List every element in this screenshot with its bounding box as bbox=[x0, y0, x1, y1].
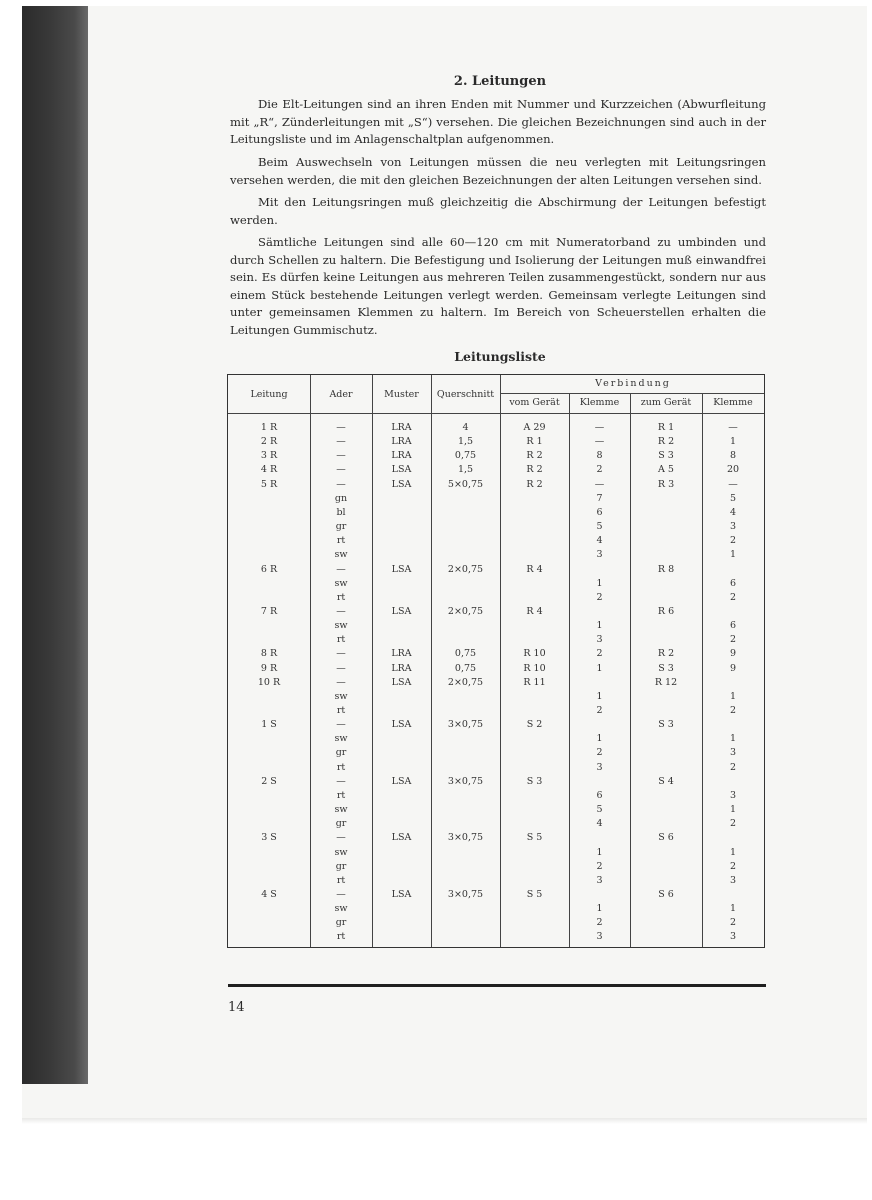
cell-leitung: 3 R bbox=[260, 450, 278, 462]
cell-ader: gr bbox=[335, 818, 347, 830]
cell-ader: gr bbox=[335, 860, 347, 872]
header-querschnitt: Querschnitt bbox=[436, 389, 495, 400]
cell-querschnitt: 0,75 bbox=[454, 648, 477, 660]
wiring-table bbox=[227, 374, 765, 948]
cell-ader: rt bbox=[336, 789, 346, 801]
cell-ader: — bbox=[336, 436, 346, 448]
cell-klemme-2: 1 bbox=[729, 903, 737, 915]
cell-klemme-2: 2 bbox=[729, 860, 737, 872]
section-title: 2. Leitungen bbox=[453, 74, 547, 89]
cell-vom-geraet: R 2 bbox=[526, 478, 543, 490]
cell-muster: LRA bbox=[391, 436, 412, 448]
cell-klemme-1: 1 bbox=[596, 846, 603, 858]
cell-klemme-2: 2 bbox=[729, 761, 737, 773]
cell-klemme-2: 2 bbox=[729, 535, 737, 547]
cell-klemme-2: 2 bbox=[729, 634, 737, 646]
cell-ader: rt bbox=[336, 634, 346, 646]
header-zum-geraet: zum Gerät bbox=[640, 397, 692, 408]
cell-ader: rt bbox=[336, 535, 346, 547]
table-title: Leitungsliste bbox=[454, 349, 546, 364]
cell-klemme-1: 2 bbox=[596, 648, 603, 660]
cell-klemme-1: 2 bbox=[596, 591, 603, 603]
cell-klemme-1: — bbox=[594, 436, 605, 448]
header-leitung: Leitung bbox=[250, 389, 288, 400]
cell-klemme-2: 9 bbox=[729, 648, 737, 660]
cell-vom-geraet: S 5 bbox=[526, 832, 543, 844]
cell-zum-geraet: S 3 bbox=[658, 719, 674, 731]
cell-ader: — bbox=[336, 775, 346, 787]
cell-ader: gr bbox=[335, 747, 347, 759]
cell-querschnitt: 2×0,75 bbox=[447, 563, 484, 575]
cell-ader: sw bbox=[334, 620, 348, 632]
cell-vom-geraet: R 10 bbox=[523, 662, 546, 674]
cell-ader: rt bbox=[336, 705, 346, 716]
cell-klemme-1: 5 bbox=[596, 521, 603, 533]
cell-klemme-1: 3 bbox=[596, 634, 603, 646]
cell-klemme-1: 1 bbox=[596, 662, 603, 674]
cell-klemme-2: 3 bbox=[729, 931, 737, 943]
cell-klemme-1: 1 bbox=[596, 690, 603, 702]
cell-klemme-1: 4 bbox=[596, 818, 603, 830]
header-klemme-1: Klemme bbox=[579, 397, 620, 408]
cell-ader: rt bbox=[336, 591, 346, 603]
cell-zum-geraet: A 5 bbox=[658, 464, 674, 476]
cell-zum-geraet: S 3 bbox=[658, 450, 674, 462]
cell-ader: sw bbox=[334, 577, 348, 589]
cell-klemme-1: 2 bbox=[596, 917, 603, 929]
cell-ader: — bbox=[336, 563, 346, 575]
cell-klemme-1: 2 bbox=[596, 747, 603, 759]
cell-klemme-1: 1 bbox=[596, 620, 603, 632]
cell-ader: gr bbox=[335, 521, 347, 533]
cell-zum-geraet: R 3 bbox=[657, 478, 675, 490]
cell-ader: — bbox=[336, 662, 346, 674]
cell-querschnitt: 1,5 bbox=[457, 436, 474, 448]
cell-querschnitt: 2×0,75 bbox=[447, 676, 484, 688]
cell-ader: sw bbox=[334, 549, 348, 561]
cell-klemme-2: — bbox=[728, 478, 738, 490]
cell-leitung: 4 R bbox=[260, 464, 278, 476]
cell-zum-geraet: R 2 bbox=[657, 436, 675, 448]
cell-klemme-2: 2 bbox=[729, 591, 737, 603]
paragraph-3: Mit den Leitungsringen muß gleichzeitig die Abschirmung der Leitungen befestigt werden. bbox=[230, 195, 766, 227]
page-bottom-edge bbox=[22, 1118, 867, 1124]
cell-klemme-2: 1 bbox=[729, 690, 737, 702]
cell-vom-geraet: R 10 bbox=[523, 648, 546, 660]
cell-klemme-2: 3 bbox=[729, 789, 737, 801]
cell-klemme-1: 3 bbox=[596, 761, 603, 773]
cell-muster: LSA bbox=[391, 563, 412, 575]
cell-ader: — bbox=[336, 719, 346, 731]
cell-ader: rt bbox=[336, 931, 346, 943]
cell-klemme-1: 2 bbox=[596, 464, 603, 476]
cell-ader: sw bbox=[334, 733, 348, 745]
cell-leitung: 1 S bbox=[261, 719, 277, 731]
cell-klemme-2: 2 bbox=[729, 917, 737, 929]
cell-muster: LSA bbox=[391, 605, 412, 617]
cell-zum-geraet: S 4 bbox=[658, 775, 674, 787]
cell-klemme-2: 5 bbox=[729, 492, 737, 504]
cell-muster: LRA bbox=[391, 450, 412, 462]
cell-leitung: 1 R bbox=[260, 422, 278, 433]
cell-klemme-1: 3 bbox=[596, 874, 603, 886]
cell-klemme-2: 4 bbox=[729, 506, 737, 518]
cell-ader: — bbox=[336, 478, 346, 490]
book-spine-shadow bbox=[22, 6, 88, 1084]
cell-leitung: 4 S bbox=[261, 888, 277, 900]
cell-ader: gr bbox=[335, 917, 347, 929]
cell-leitung: 5 R bbox=[260, 478, 278, 490]
cell-klemme-2: 1 bbox=[729, 733, 737, 745]
cell-ader: — bbox=[336, 464, 346, 476]
cell-ader: sw bbox=[334, 903, 348, 915]
cell-muster: LSA bbox=[391, 464, 412, 476]
cell-klemme-1: 5 bbox=[596, 804, 603, 816]
cell-leitung: 10 R bbox=[257, 676, 281, 688]
cell-muster: LRA bbox=[391, 422, 412, 433]
header-verbindung: Verbindung bbox=[595, 378, 671, 389]
cell-klemme-2: 20 bbox=[726, 464, 740, 476]
cell-zum-geraet: R 1 bbox=[657, 422, 675, 433]
cell-vom-geraet: S 3 bbox=[526, 775, 543, 787]
cell-ader: bl bbox=[336, 506, 346, 518]
cell-muster: LSA bbox=[391, 676, 412, 688]
cell-muster: LSA bbox=[391, 719, 412, 731]
cell-querschnitt: 3×0,75 bbox=[447, 888, 484, 900]
cell-zum-geraet: S 6 bbox=[658, 832, 674, 844]
cell-klemme-1: 6 bbox=[596, 789, 603, 801]
footer-rule bbox=[228, 984, 766, 987]
cell-querschnitt: 2×0,75 bbox=[447, 605, 484, 617]
cell-querschnitt: 1,5 bbox=[457, 464, 474, 476]
paragraph-2: Beim Auswechseln von Leitungen müssen die neu verlegten mit Leitungsringen versehen werden, die mit den gleichen Bezeichnungen der alten Leitungen versehen sind. bbox=[230, 155, 766, 187]
cell-klemme-2: 3 bbox=[729, 747, 737, 759]
cell-zum-geraet: R 6 bbox=[657, 605, 675, 617]
cell-zum-geraet: S 6 bbox=[658, 888, 674, 900]
cell-ader: gn bbox=[334, 492, 348, 504]
cell-vom-geraet: R 11 bbox=[523, 676, 546, 688]
cell-klemme-1: — bbox=[594, 478, 605, 490]
cell-leitung: 3 S bbox=[261, 832, 277, 844]
cell-zum-geraet: R 12 bbox=[654, 676, 678, 688]
cell-vom-geraet: R 4 bbox=[526, 563, 543, 575]
cell-klemme-1: 3 bbox=[596, 931, 603, 943]
paragraph-1: Die Elt-Leitungen sind an ihren Enden mit Nummer und Kurzzeichen (Abwurfleitung mit „R“, Zünderleitungen mit „S“) versehen. Die gleichen Bezeichnungen sind auch in der Leitungsliste und im Anlagenschaltplan aufgenommen. bbox=[230, 97, 766, 146]
cell-klemme-1: 2 bbox=[596, 705, 603, 716]
cell-ader: — bbox=[336, 605, 346, 617]
cell-vom-geraet: R 4 bbox=[526, 605, 543, 617]
cell-vom-geraet: S 5 bbox=[526, 888, 543, 900]
cell-vom-geraet: S 2 bbox=[526, 719, 543, 731]
cell-klemme-2: 3 bbox=[729, 874, 737, 886]
cell-klemme-2: 2 bbox=[729, 705, 737, 716]
cell-klemme-1: 6 bbox=[596, 506, 603, 518]
cell-ader: — bbox=[336, 676, 346, 688]
cell-klemme-2: 1 bbox=[729, 804, 737, 816]
cell-klemme-2: 9 bbox=[729, 662, 737, 674]
header-muster: Muster bbox=[384, 389, 419, 400]
paragraph-4: Sämtliche Leitungen sind alle 60—120 cm mit Numeratorband zu umbinden und durch Schellen zu haltern. Die Befestigung und Isolierung der Leitungen muß einwandfrei sein. Es dürfen keine Leitungen aus mehreren Teilen zusammengestückt, sondern nur aus einem Stück bestehende Leitungen verlegt werden. Gemeinsam verlegte Leitungen sind unter gemeinsamen Klemmen zu haltern. Im Bereich von Scheuerstellen erhalten die Leitungen Gummischutz. bbox=[230, 235, 766, 337]
cell-vom-geraet: R 2 bbox=[526, 450, 543, 462]
cell-klemme-2: 6 bbox=[729, 620, 737, 632]
header-bottom-line bbox=[228, 413, 764, 414]
cell-klemme-1: 1 bbox=[596, 903, 603, 915]
cell-leitung: 7 R bbox=[260, 605, 278, 617]
cell-vom-geraet: R 1 bbox=[526, 436, 543, 448]
cell-klemme-2: 2 bbox=[729, 818, 737, 830]
header-vom-geraet: vom Gerät bbox=[509, 397, 560, 408]
cell-muster: LRA bbox=[391, 648, 412, 660]
cell-querschnitt: 0,75 bbox=[454, 662, 477, 674]
cell-muster: LRA bbox=[391, 662, 412, 674]
cell-klemme-1: 7 bbox=[596, 492, 603, 504]
cell-querschnitt: 3×0,75 bbox=[447, 775, 484, 787]
cell-klemme-2: — bbox=[728, 422, 738, 433]
header-subdivider bbox=[500, 393, 764, 394]
cell-muster: LSA bbox=[391, 888, 412, 900]
cell-ader: rt bbox=[336, 761, 346, 773]
cell-querschnitt: 3×0,75 bbox=[447, 719, 484, 731]
cell-zum-geraet: R 2 bbox=[657, 648, 675, 660]
cell-klemme-1: 8 bbox=[596, 450, 603, 462]
cell-klemme-2: 3 bbox=[729, 521, 737, 533]
cell-querschnitt: 0,75 bbox=[454, 450, 477, 462]
cell-klemme-1: 1 bbox=[596, 577, 603, 589]
header-klemme-2: Klemme bbox=[713, 397, 753, 408]
cell-leitung: 9 R bbox=[260, 662, 278, 674]
cell-zum-geraet: S 3 bbox=[658, 662, 674, 674]
cell-querschnitt: 5×0,75 bbox=[447, 478, 484, 490]
cell-muster: LSA bbox=[391, 775, 412, 787]
cell-ader: rt bbox=[336, 874, 346, 886]
cell-querschnitt: 3×0,75 bbox=[447, 832, 484, 844]
cell-klemme-2: 1 bbox=[729, 549, 737, 561]
cell-klemme-1: 4 bbox=[596, 535, 603, 547]
cell-ader: sw bbox=[334, 804, 348, 816]
cell-muster: LSA bbox=[391, 478, 412, 490]
page-number: 14 bbox=[228, 1000, 245, 1015]
cell-leitung: 6 R bbox=[260, 563, 278, 575]
cell-ader: sw bbox=[334, 690, 348, 702]
cell-muster: LSA bbox=[391, 832, 412, 844]
cell-klemme-1: 2 bbox=[596, 860, 603, 872]
cell-klemme-1: 1 bbox=[596, 733, 603, 745]
cell-querschnitt: 4 bbox=[462, 422, 469, 433]
cell-klemme-2: 8 bbox=[729, 450, 737, 462]
cell-vom-geraet: A 29 bbox=[523, 422, 546, 433]
cell-klemme-1: 3 bbox=[596, 549, 603, 561]
cell-leitung: 2 R bbox=[260, 436, 278, 448]
cell-zum-geraet: R 8 bbox=[657, 563, 675, 575]
cell-ader: — bbox=[336, 648, 346, 660]
cell-ader: — bbox=[336, 832, 346, 844]
cell-klemme-1: — bbox=[594, 422, 605, 433]
cell-ader: — bbox=[336, 888, 346, 900]
cell-ader: sw bbox=[334, 846, 348, 858]
cell-klemme-2: 1 bbox=[729, 846, 737, 858]
cell-ader: — bbox=[336, 450, 346, 462]
cell-ader: — bbox=[336, 422, 346, 433]
header-ader: Ader bbox=[329, 389, 353, 400]
cell-klemme-2: 1 bbox=[729, 436, 737, 448]
cell-leitung: 2 S bbox=[261, 775, 277, 787]
cell-klemme-2: 6 bbox=[729, 577, 737, 589]
cell-leitung: 8 R bbox=[260, 648, 278, 660]
cell-vom-geraet: R 2 bbox=[526, 464, 543, 476]
